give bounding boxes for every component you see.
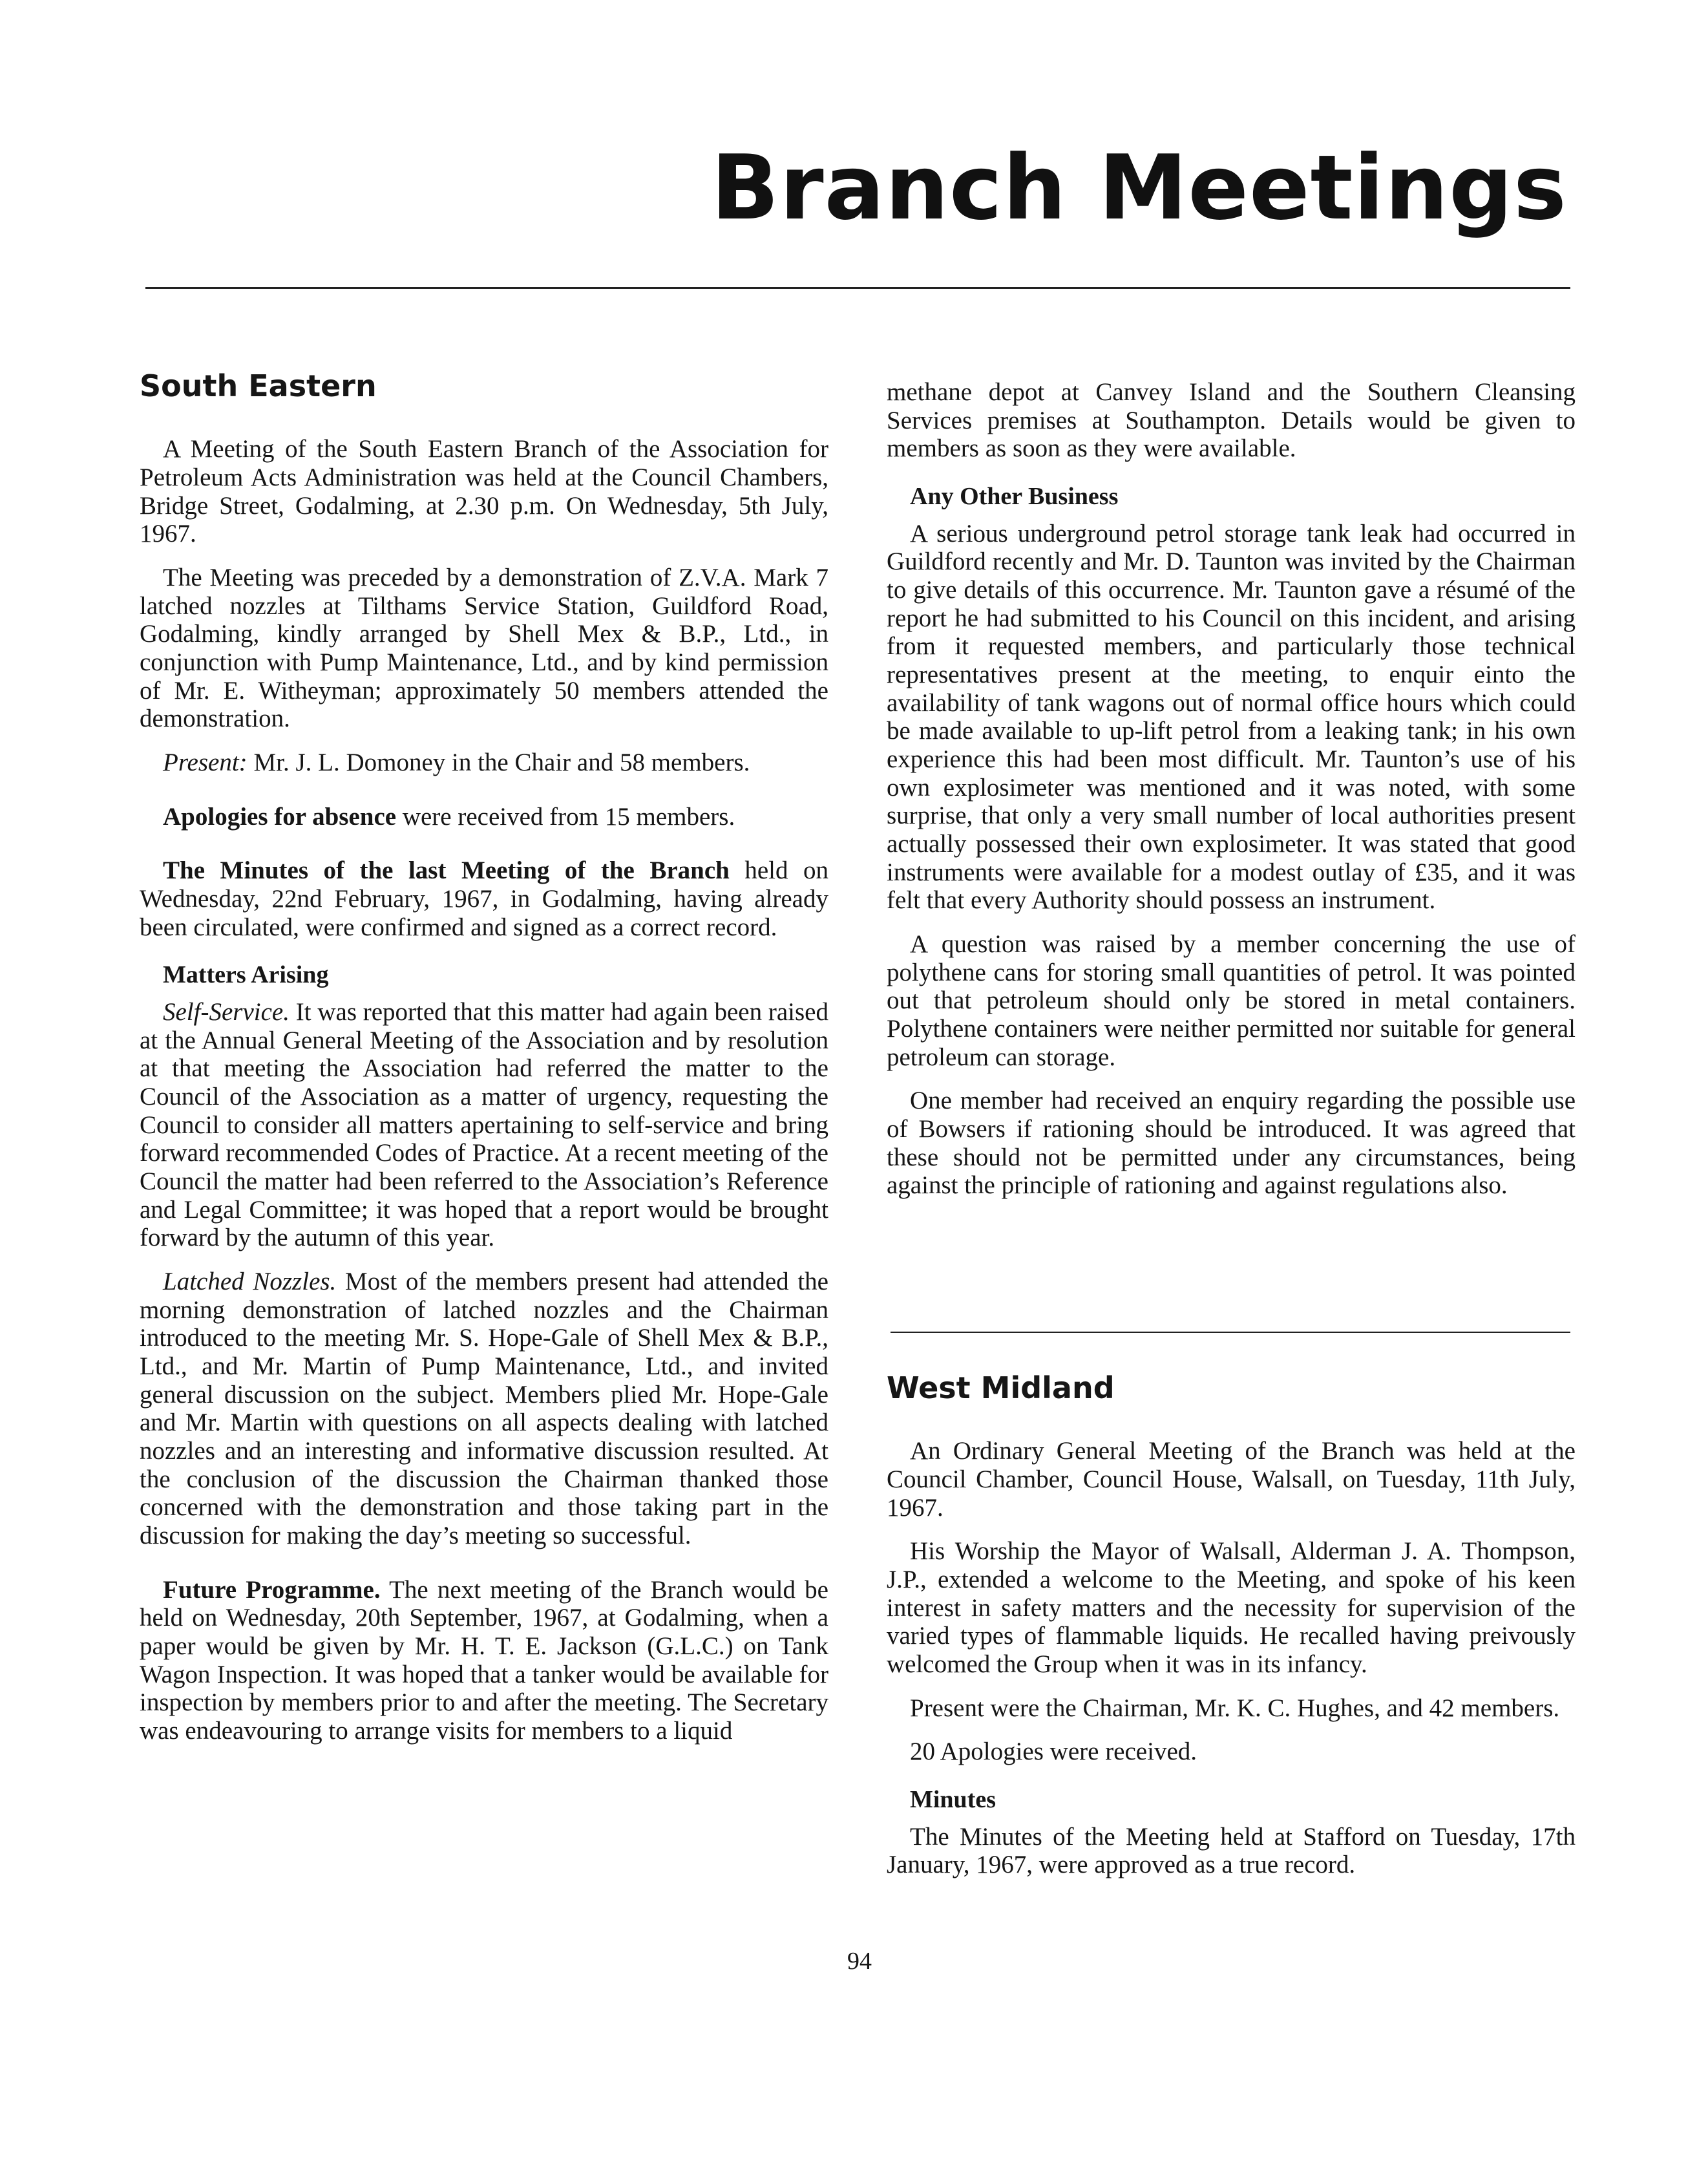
right-column [887,378,1576,1215]
paragraph: A serious underground petrol storage tank leak had occurred in Guildford recently and Mr. D. Taunton was invited by the Chairman to give details of this occurrence. Mr. Taunton gave a résumé of the report he had submitted to his Council on this incident, and arising from it requested members, and particularly those technical representatives present at the meeting, to enquir einto the availability of tank wagons out of normal office hours which could be made available to up-lift petrol from a leaking tank; in his own experience this had been most difficult. Mr. Taunton’s use of his own explosimeter was mentioned and it was noted, with some surprise, that only a very small number of local authorities present actually possessed their own explosimeter. It was stated that good instruments were available for a modest outlay of £35, and it was felt that every Authority should possess an instrument. [887,519,1576,915]
continued-paragraph: methane depot at Canvey Island and the Southern Cleansing Services premises at Southampton. Details would be given to members as soon as they were available. [887,378,1576,463]
left-column [140,368,828,1761]
section-title-south-eastern: South Eastern [140,368,377,403]
paragraph: A Meeting of the South Eastern Branch of the Association for Petroleum Acts Administration was held at the Council Chambers, Bridge Street, Godalming, at 2.30 p.m. On Wednesday, 5th July, 1967. [140,435,828,548]
paragraph: His Worship the Mayor of Walsall, Alderman J. A. Thompson, J.P., extended a welcome to the Meeting, and spoke of his keen interest in safety matters and the necessity for supervision of the varied types of flammable liquids. He recalled having preivously welcomed the Group when it was in its infancy. [887,1537,1576,1678]
paragraph: One member had received an enquiry regarding the possible use of Bowsers if rationing should be introduced. It was agreed that these should not be permitted under any circumstances, being against the principle of rationing and against regulations also. [887,1087,1576,1200]
future-programme-text: The next meeting of the Branch would be held on Wednesday, 20th September, 1967, at Godalming, when a paper would be given by Mr. H. T. E. Jackson (G.L.C.) on Tank Wagon Inspection. It was hoped that a tanker would be available for inspection by members prior to and after the meeting. The Secretary was endeavouring to arrange visits for members to a liquid [140,1575,828,1745]
present-label: Present: [163,748,248,776]
apologies-text: were received from 15 members. [396,802,735,831]
page-title: Branch Meetings [711,136,1567,240]
section-title-west-midland: West Midland [887,1370,1115,1405]
paragraph: The Minutes of the Meeting held at Stafford on Tuesday, 17th January, 1967, were approved as a true record. [887,1822,1576,1879]
minutes-label: The Minutes of the last Meeting of the Branch [163,856,730,885]
self-service-paragraph [140,998,828,1252]
present-text: Mr. J. L. Domoney in the Chair and 58 members. [247,748,750,776]
page-number: 94 [847,1948,872,1975]
paragraph: A question was raised by a member concerning the use of polythene cans for storing small quantities of petrol. It was pointed out that petroleum should only be stored in metal containers. Polythene containers were neither permitted nor suitable for general petroleum can storage. [887,930,1576,1071]
self-service-label: Self-Service. [163,997,290,1026]
present-paragraph [140,749,828,777]
header-rule [145,287,1570,289]
latched-nozzles-label: Latched Nozzles. [163,1267,337,1295]
west-midland-section [887,1370,1576,1895]
future-programme-label: Future Programme. [163,1575,381,1604]
self-service-text: It was reported that this matter had again been raised at the Annual General Meeting of the Association and by resolution at that meeting the Association had referred the matter to the Council of the Association as a matter of urgency, requesting the Council to consider all matters apertaining to self-service and bring forward recommended Codes of Practice. At a recent meeting of the Council the matter had been referred to the Association’s Reference and Legal Committee; it was hoped that a report would be brought forward by the autumn of this year. [140,997,828,1252]
section-divider [891,1332,1570,1333]
latched-nozzles-text: Most of the members present had attended the morning demonstration of latched nozzles and the Chairman introduced to the meeting Mr. S. Hope-Gale of Shell Mex & B.P., Ltd., and Mr. Martin of Pump Maintenance, Ltd., and invited general discussion on the subject. Members plied Mr. Hope-Gale and Mr. Martin with questions on all aspects dealing with latched nozzles and an interesting and informative discussion resulted. At the conclusion of the discussion the Chairman thanked those concerned with the demonstration and those taking part in the discussion for making the day’s meeting so successful. [140,1267,828,1549]
paragraph: 20 Apologies were received. [910,1738,1197,1766]
paragraph: Present were the Chairman, Mr. K. C. Hughes, and 42 members. [910,1694,1560,1722]
apologies-label: Apologies for absence [163,802,397,831]
latched-nozzles-paragraph [140,1268,828,1550]
paragraph: The Meeting was preceded by a demonstration of Z.V.A. Mark 7 latched nozzles at Tilthams Service Station, Guildford Road, Godalming, kindly arranged by Shell Mex & B.P., Ltd., in conjunction with Pump Maintenance, Ltd., and by kind permission of Mr. E. Witheyman; approximately 50 members attended the demonstration. [140,563,828,733]
minutes-heading: Minutes [910,1785,996,1813]
minutes-paragraph [140,856,828,941]
paragraph: An Ordinary General Meeting of the Branch was held at the Council Chamber, Council House, Walsall, on Tuesday, 11th July, 1967. [887,1437,1576,1522]
matters-arising-heading: Matters Arising [163,961,329,989]
any-other-business-heading: Any Other Business [910,483,1119,511]
apologies-paragraph [140,803,828,831]
minutes-text: held on Wednesday, 22nd February, 1967, in Godalming, having already been circulated, were confirmed and signed as a correct record. [140,856,828,941]
future-programme-paragraph [140,1576,828,1745]
